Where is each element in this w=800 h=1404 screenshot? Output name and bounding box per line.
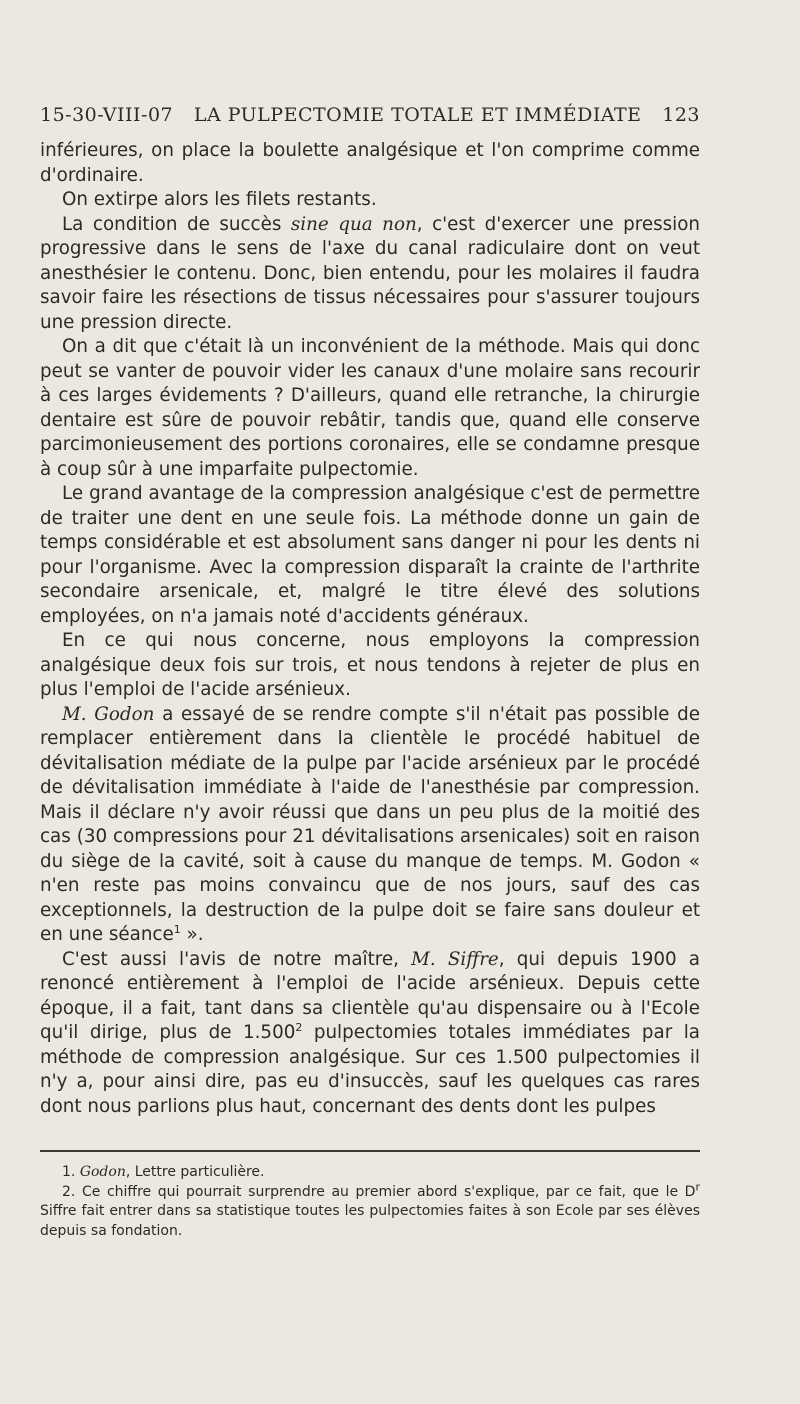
author-name: M. Siffre [411,948,499,970]
footnote-1: 1. Godon, Lettre particulière. [62,1164,265,1180]
latin-phrase: sine qua non [290,213,417,235]
footnote-ref-2: 2 [295,1020,303,1034]
paragraph-siffre: C'est aussi l'avis de notre maître, M. Siffre, qui depuis 1900 a renoncé entièrement à l'emploi de l'acide arsénieux. Depuis cette époque, il a fait, tant dans sa clientèle qu'au dispensaire ou à l'Ecole qu'il dirige, plus de 1.500$^2$ pulpectomies totales immédiates par la méthode de compression analgésique. Sur ces 1.500 pulpectomies il n'y a, pour ainsi dire, pas eu d'insuccès, sauf les quelques cas rares dont nous parlions plus haut, concernant des dents dont les pulpes [40,948,700,1117]
footnotes [40,1163,700,1241]
paragraph-our-practice: En ce qui nous concerne, nous employons la compression analgésique deux fois sur trois, et nous tendons à rejeter de plus en plus l'emploi de l'acide arsénieux. [40,630,700,700]
body-text [40,139,700,1119]
paragraph-advantage: Le grand avantage de la compression analgésique c'est de permettre de traiter une dent en une seule fois. La méthode donne un gain de temps considérable et est absolument sans danger ni pour les dents ni pour l'organisme. Avec la compression disparaît la crainte de l'arthrite secondaire arsenicale, et, malgré le titre élevé des solutions employées, on n'a jamais noté d'accidents généraux. [40,483,700,627]
footnote-divider [40,1150,700,1152]
running-header [40,104,700,126]
paragraph-inconvenient: On a dit que c'était là un inconvénient de la méthode. Mais qui donc peut se vanter de pouvoir vider les canaux d'une molaire sans recourir à ces larges évidements ? D'ailleurs, quand elle retranche, la chirurgie dentaire est sûre de pouvoir rebâtir, tandis que, quand elle conserve parcimonieusement des portions coronaires, elle se condamne presque à coup sûr à une imparfaite pulpectomie. [40,336,700,480]
page-number: 123 [662,104,700,126]
author-name: M. Godon [62,703,155,725]
paragraph-condition: La condition de succès sine qua non, c'est d'exercer une pression progressive dans le sens de l'axe du canal radiculaire dont on veut anesthésier le contenu. Donc, bien entendu, pour les molaires il faudra savoir faire les résections de tissus nécessaires pour s'assurer toujours une pression directe. [40,213,700,333]
header-issue-code: 15-30-VIII-07 [40,104,174,126]
footnote-ref-1: 1 [173,922,181,936]
header-title: LA PULPECTOMIE TOTALE ET IMMÉDIATE [193,104,642,126]
paragraph-continued: inférieures, on place la boulette analgésique et l'on comprime comme d'ordinaire. [40,140,700,186]
paragraph-extirpation: On extirpe alors les filets restants. [62,189,377,210]
paragraph-godon: M. Godon a essayé de se rendre compte s'il n'était pas possible de remplacer entièrement dans la clientèle le procédé habituel de dévitalisation médiate de la pulpe par l'acide arsénieux par le procédé de dévitalisation immédiate à l'aide de l'anesthésie par compression. Mais il déclare n'y avoir réussi que dans un peu plus de la moitié des cas (30 compressions pour 21 dévitalisations arsenicales) soit en raison du siège de la cavité, soit à cause du manque de temps. M. Godon « n'en reste pas moins convaincu que de nos jours, sauf des cas exceptionnels, la destruction de la pulpe doit se faire sans douleur et en une séance$^1$ ». [40,703,700,945]
footnote-2: 2. Ce chiffre qui pourrait surprendre au premier abord s'explique, par ce fait, que le $D^r$ Siffre fait entrer dans sa statistique toutes les pulpectomies faites à son Ecole par ses élèves depuis sa fondation. [40,1179,700,1239]
